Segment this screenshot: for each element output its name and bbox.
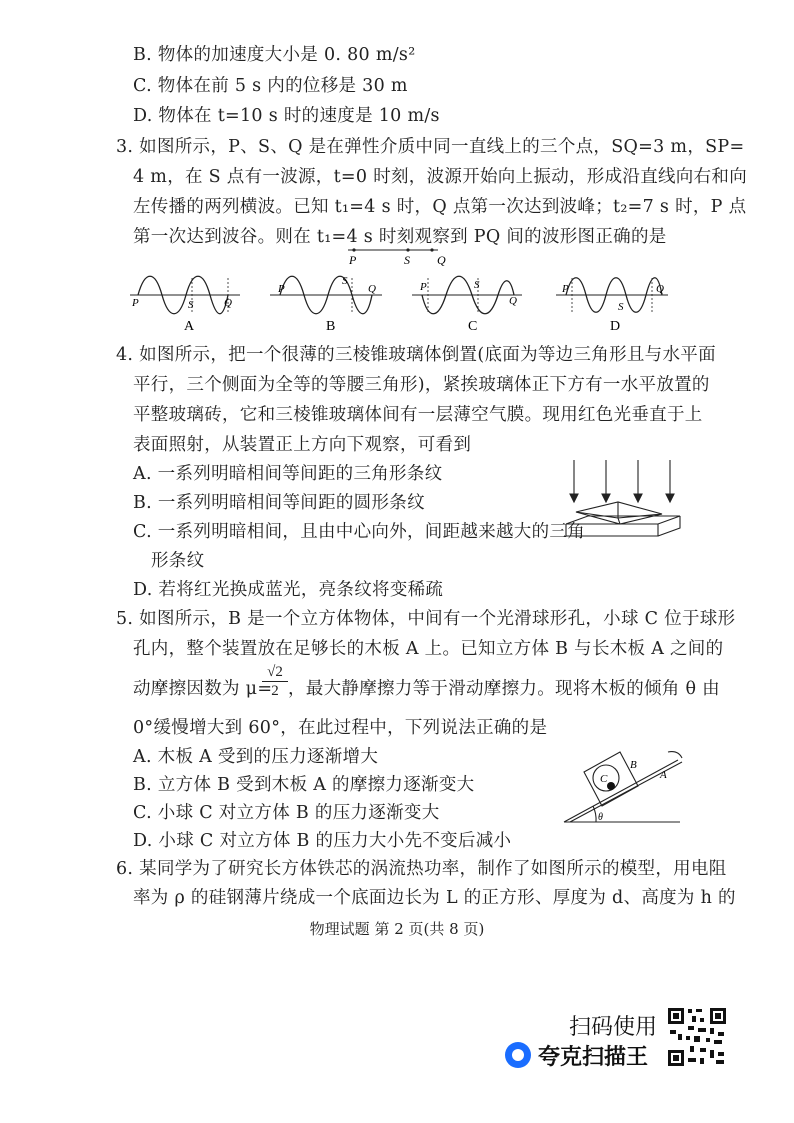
page-footer: 物理试题 第 2 页(共 8 页) [309,920,485,938]
q3-wave-figure [120,240,680,335]
q3-wave-a [130,276,240,334]
q3-d-p: P [562,283,569,295]
q5-label-theta: θ [598,812,603,823]
q3-c-s: S [474,279,480,291]
q3-point-s: S [404,253,410,267]
q3-c-q: Q [509,295,517,307]
q3-line-4: 第一次达到波谷。则在 t₁=4 s 时刻观察到 PQ 间的波形图正确的是 [133,227,667,247]
q3-line-2: 4 m，在 S 点有一波源，t=0 时刻，波源开始向上振动，形成沿直线向右和向 [133,167,747,187]
q4-option-c-cont: 形条纹 [151,551,205,571]
q5-fraction-denominator: 2 [271,683,279,699]
q6-line-1: 6. 某同学为了研究长方体铁芯的涡流热功率，制作了如图所示的模型，用电阻 [116,859,727,879]
q5-line-3b: ，最大静摩擦力等于滑动摩擦力。现将木板的倾角 θ 由 [288,679,720,699]
q5-incline-figure [560,738,690,828]
q5-line-1: 5. 如图所示，B 是一个立方体物体，中间有一个光滑球形孔，小球 C 位于球形 [116,609,736,629]
q3-a-q: Q [224,297,232,309]
q3-label-d: D [610,319,621,334]
q4-option-c: C. 一系列明暗相间，且由中心向外，间距越来越大的三角 [133,522,585,542]
q4-line-1: 4. 如图所示，把一个很薄的三棱锥玻璃体倒置(底面为等边三角形且与水平面 [116,345,716,365]
q4-line-3: 平整玻璃砖，它和三棱锥玻璃体间有一层薄空气膜。现用红色光垂直于上 [133,405,703,425]
q3-wave-b [270,275,382,334]
q5-option-a: A. 木板 A 受到的压力逐渐增大 [133,747,379,767]
q3-d-q: Q [656,283,664,295]
q3-a-s: S [188,299,194,311]
q5-label-a: A [660,769,667,781]
q3-reference-line [348,248,446,267]
q4-line-4: 表面照射，从装置正上方向下观察，可看到 [133,435,472,455]
q3-line-3: 左传播的两列横波。已知 t₁=4 s 时，Q 点第一次达到波峰；t₂=7 s 时，P 点 [133,197,747,217]
q3-b-q: Q [368,283,376,295]
q3-wave-c [412,276,522,334]
q3-b-p: P [278,283,285,295]
q2-option-c: C. 物体在前 5 s 内的位移是 30 m [133,76,408,96]
q2-option-d: D. 物体在 t=10 s 时的速度是 10 m/s [133,106,440,126]
q2-option-b: B. 物体的加速度大小是 0. 80 m/s² [133,45,416,65]
q4-option-b: B. 一系列明暗相间等间距的圆形条纹 [133,493,425,513]
q3-b-s: S [342,275,348,287]
q5-option-d: D. 小球 C 对立方体 B 的压力大小先不变后减小 [133,831,512,851]
q5-fraction-numerator: √2 [262,663,288,682]
q3-label-b: B [326,319,336,334]
q4-option-d: D. 若将红光换成蓝光，亮条纹将变稀疏 [133,580,444,600]
q6-line-2: 率为 ρ 的硅钢薄片绕成一个底面边长为 L 的正方形、厚度为 d、高度为 h 的 [133,888,736,908]
q3-wave-d [556,278,668,334]
qr-code-icon[interactable] [666,1006,728,1068]
q4-option-a: A. 一系列明暗相间等间距的三角形条纹 [133,464,443,484]
brand-logo-icon [505,1042,531,1068]
q3-d-s: S [618,301,624,313]
q3-label-c: C [468,319,478,334]
q3-label-a: A [184,319,195,334]
q3-a-p: P [132,297,139,309]
q3-line-1: 3. 如图所示，P、S、Q 是在弹性介质中同一直线上的三个点，SQ=3 m，SP= [116,137,745,157]
q5-line-2: 孔内，整个装置放在足够长的木板 A 上。已知立方体 B 与长木板 A 之间的 [133,639,724,659]
q3-point-p: P [349,253,357,267]
q5-line-4: 0°缓慢增大到 60°，在此过程中，下列说法正确的是 [133,718,548,738]
q5-line-3a: 动摩擦因数为 μ= [133,679,273,699]
q5-label-c: C [600,773,608,785]
q5-fraction [262,663,288,700]
q3-point-q: Q [437,253,446,267]
q4-glass-figure [558,458,688,558]
q5-label-b: B [630,759,637,771]
brand-name: 夸克扫描王 [538,1045,649,1070]
q5-option-b: B. 立方体 B 受到木板 A 的摩擦力逐渐变大 [133,775,475,795]
scan-to-use-text: 扫码使用 [569,1015,658,1040]
q5-option-c: C. 小球 C 对立方体 B 的压力逐渐变大 [133,803,440,823]
q3-c-p: P [420,281,427,293]
q4-line-2: 平行，三个侧面为全等的等腰三角形)，紧挨玻璃体正下方有一水平放置的 [133,375,710,395]
